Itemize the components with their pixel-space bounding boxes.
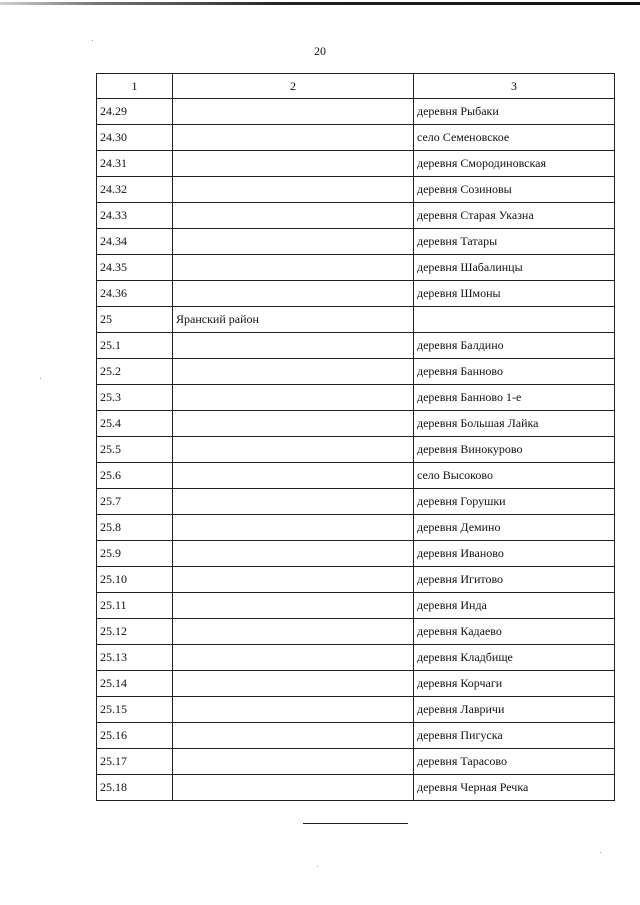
table-row (97, 541, 615, 567)
column-header-1: 1 (97, 74, 173, 99)
settlement-cell: деревня Банново 1-е (414, 385, 615, 411)
scan-speck (40, 378, 41, 379)
table-row (97, 515, 615, 541)
settlement-cell: деревня Созиновы (414, 177, 615, 203)
district-cell (173, 541, 414, 567)
table-row (97, 437, 615, 463)
district-cell (173, 463, 414, 489)
settlement-cell: деревня Пигуска (414, 723, 615, 749)
district-cell (173, 749, 414, 775)
district-cell (173, 229, 414, 255)
row-number-cell: 25.5 (97, 437, 173, 463)
settlements-table (96, 73, 615, 801)
table-row (97, 723, 615, 749)
scan-speck (600, 852, 601, 853)
table-row (97, 671, 615, 697)
row-number-cell: 25 (97, 307, 173, 333)
table-row (97, 281, 615, 307)
table-row (97, 203, 615, 229)
row-number-cell: 25.3 (97, 385, 173, 411)
settlement-cell: деревня Черная Речка (414, 775, 615, 801)
settlement-cell: деревня Лавричи (414, 697, 615, 723)
district-cell (173, 567, 414, 593)
row-number-cell: 25.13 (97, 645, 173, 671)
district-cell (173, 645, 414, 671)
column-header-2: 2 (173, 74, 414, 99)
row-number-cell: 24.35 (97, 255, 173, 281)
district-cell (173, 385, 414, 411)
district-cell (173, 671, 414, 697)
settlement-cell: деревня Винокурово (414, 437, 615, 463)
row-number-cell: 25.1 (97, 333, 173, 359)
row-number-cell: 25.14 (97, 671, 173, 697)
table-row (97, 255, 615, 281)
district-cell (173, 99, 414, 125)
settlement-cell: деревня Смородиновская (414, 151, 615, 177)
district-cell (173, 333, 414, 359)
district-cell: Яранский район (173, 307, 414, 333)
table-header-row (97, 74, 615, 99)
row-number-cell: 24.29 (97, 99, 173, 125)
table-row (97, 385, 615, 411)
district-cell (173, 437, 414, 463)
district-cell (173, 515, 414, 541)
settlement-cell: деревня Рыбаки (414, 99, 615, 125)
settlement-cell: село Высоково (414, 463, 615, 489)
district-cell (173, 411, 414, 437)
district-cell (173, 203, 414, 229)
row-number-cell: 24.32 (97, 177, 173, 203)
table-row (97, 749, 615, 775)
table-row (97, 411, 615, 437)
settlement-cell: деревня Горушки (414, 489, 615, 515)
end-of-document-line (303, 823, 408, 824)
table-row (97, 463, 615, 489)
district-cell (173, 255, 414, 281)
table-row (97, 775, 615, 801)
settlement-cell: деревня Большая Лайка (414, 411, 615, 437)
table-row (97, 697, 615, 723)
district-cell (173, 125, 414, 151)
settlement-cell: деревня Корчаги (414, 671, 615, 697)
row-number-cell: 25.11 (97, 593, 173, 619)
row-number-cell: 25.12 (97, 619, 173, 645)
column-header-3: 3 (414, 74, 615, 99)
settlement-cell: деревня Кладбище (414, 645, 615, 671)
table-row (97, 489, 615, 515)
table-row (97, 359, 615, 385)
row-number-cell: 25.16 (97, 723, 173, 749)
settlement-cell: деревня Иваново (414, 541, 615, 567)
table-row (97, 151, 615, 177)
district-cell (173, 593, 414, 619)
settlement-cell: деревня Татары (414, 229, 615, 255)
district-cell (173, 697, 414, 723)
row-number-cell: 24.30 (97, 125, 173, 151)
row-number-cell: 25.17 (97, 749, 173, 775)
settlement-cell: село Семеновское (414, 125, 615, 151)
scan-top-edge-line (0, 2, 640, 5)
settlement-cell: деревня Шабалинцы (414, 255, 615, 281)
table-row (97, 567, 615, 593)
table-row (97, 307, 615, 333)
settlement-cell: деревня Инда (414, 593, 615, 619)
district-cell (173, 489, 414, 515)
table-row (97, 645, 615, 671)
district-cell (173, 177, 414, 203)
scan-speck (317, 866, 318, 867)
table-row (97, 229, 615, 255)
settlement-cell: деревня Балдино (414, 333, 615, 359)
row-number-cell: 25.10 (97, 567, 173, 593)
settlement-cell: деревня Шмоны (414, 281, 615, 307)
settlement-cell: деревня Старая Указна (414, 203, 615, 229)
table-row (97, 593, 615, 619)
district-cell (173, 281, 414, 307)
settlement-cell: деревня Игитово (414, 567, 615, 593)
district-cell (173, 775, 414, 801)
district-cell (173, 151, 414, 177)
settlement-cell: деревня Демино (414, 515, 615, 541)
row-number-cell: 25.8 (97, 515, 173, 541)
row-number-cell: 25.7 (97, 489, 173, 515)
page-number: 20 (314, 44, 326, 58)
settlement-cell: деревня Тарасово (414, 749, 615, 775)
district-cell (173, 723, 414, 749)
row-number-cell: 24.34 (97, 229, 173, 255)
settlement-cell (414, 307, 615, 333)
row-number-cell: 25.4 (97, 411, 173, 437)
table-row (97, 177, 615, 203)
row-number-cell: 24.36 (97, 281, 173, 307)
row-number-cell: 25.15 (97, 697, 173, 723)
row-number-cell: 25.18 (97, 775, 173, 801)
table-row (97, 125, 615, 151)
row-number-cell: 25.9 (97, 541, 173, 567)
district-cell (173, 619, 414, 645)
settlement-cell: деревня Банново (414, 359, 615, 385)
district-cell (173, 359, 414, 385)
row-number-cell: 25.6 (97, 463, 173, 489)
table-row (97, 333, 615, 359)
table-row (97, 99, 615, 125)
table-row (97, 619, 615, 645)
row-number-cell: 25.2 (97, 359, 173, 385)
row-number-cell: 24.31 (97, 151, 173, 177)
row-number-cell: 24.33 (97, 203, 173, 229)
settlement-cell: деревня Кадаево (414, 619, 615, 645)
scan-speck (92, 40, 93, 41)
